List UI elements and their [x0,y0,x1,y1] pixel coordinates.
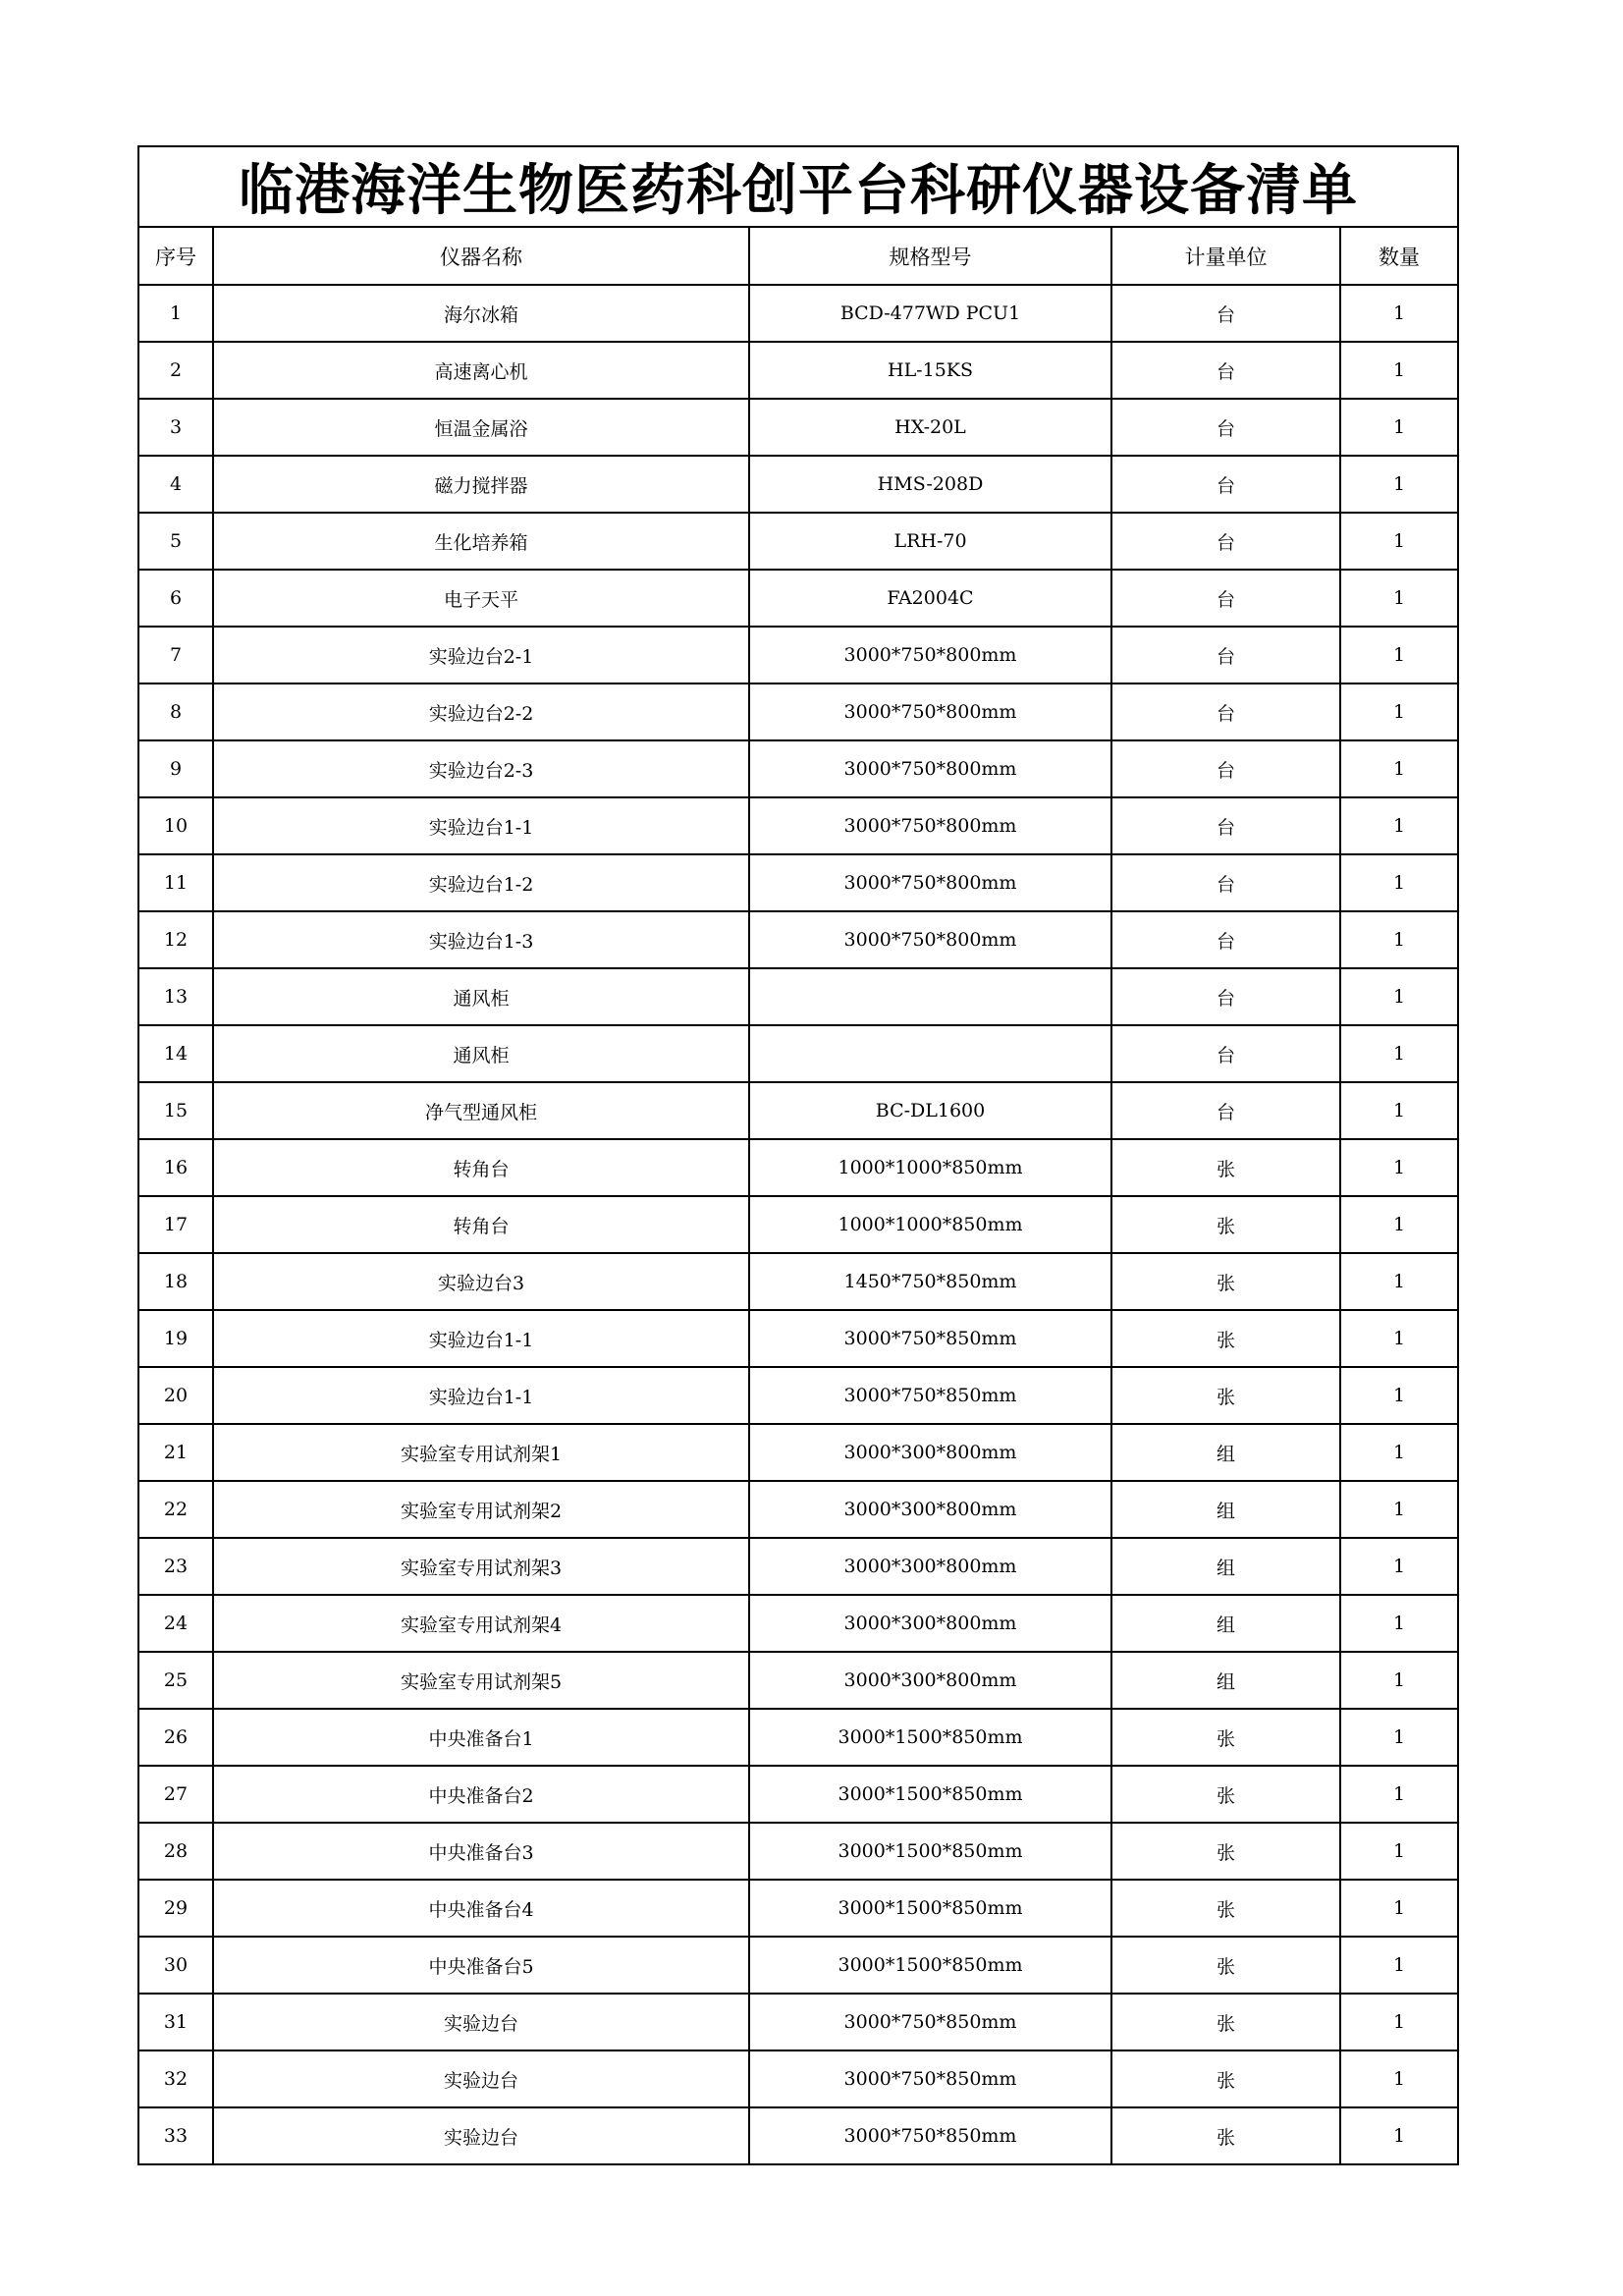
cell-name: 实验边台1-1 [213,797,749,854]
cell-no: 20 [138,1367,213,1424]
cell-unit: 张 [1111,2050,1340,2107]
table-row [138,456,1458,513]
cell-unit: 张 [1111,1823,1340,1880]
cell-name: 实验边台2-2 [213,683,749,740]
cell-name: 实验边台2-3 [213,740,749,797]
cell-name: 电子天平 [213,570,749,627]
cell-spec: 1450*750*850mm [749,1253,1111,1310]
cell-name: 实验边台1-2 [213,854,749,911]
cell-unit: 台 [1111,968,1340,1025]
cell-no: 14 [138,1025,213,1082]
cell-qty: 1 [1340,1082,1458,1139]
cell-no: 12 [138,911,213,968]
cell-unit: 张 [1111,1766,1340,1823]
cell-spec: HMS-208D [749,456,1111,513]
cell-unit: 张 [1111,1367,1340,1424]
cell-no: 1 [138,285,213,342]
cell-unit: 台 [1111,570,1340,627]
cell-qty: 1 [1340,1367,1458,1424]
cell-spec: 3000*1500*850mm [749,1823,1111,1880]
cell-name: 中央准备台3 [213,1823,749,1880]
table-row [138,1880,1458,1937]
table-row [138,2050,1458,2107]
cell-name: 净气型通风柜 [213,1082,749,1139]
cell-spec: 3000*1500*850mm [749,1880,1111,1937]
cell-unit: 组 [1111,1595,1340,1652]
cell-qty: 1 [1340,911,1458,968]
cell-qty: 1 [1340,968,1458,1025]
cell-name: 通风柜 [213,1025,749,1082]
cell-qty: 1 [1340,2107,1458,2164]
cell-qty: 1 [1340,740,1458,797]
cell-name: 实验室专用试剂架2 [213,1481,749,1538]
cell-spec: FA2004C [749,570,1111,627]
cell-name: 中央准备台1 [213,1709,749,1766]
table-row [138,627,1458,683]
table-row [138,1139,1458,1196]
cell-no: 28 [138,1823,213,1880]
table-row [138,1310,1458,1367]
cell-spec: 3000*750*850mm [749,1310,1111,1367]
cell-no: 2 [138,342,213,399]
cell-spec: 3000*300*800mm [749,1595,1111,1652]
cell-unit: 台 [1111,342,1340,399]
cell-spec: 3000*750*800mm [749,683,1111,740]
cell-spec: 3000*750*850mm [749,1367,1111,1424]
cell-no: 24 [138,1595,213,1652]
cell-name: 生化培养箱 [213,513,749,570]
table-row [138,1937,1458,1994]
cell-unit: 台 [1111,911,1340,968]
cell-unit: 台 [1111,399,1340,456]
cell-qty: 1 [1340,342,1458,399]
cell-name: 实验边台 [213,2107,749,2164]
table-row [138,1481,1458,1538]
table-row [138,854,1458,911]
cell-qty: 1 [1340,1937,1458,1994]
table-row [138,797,1458,854]
cell-qty: 1 [1340,285,1458,342]
cell-no: 16 [138,1139,213,1196]
cell-name: 实验室专用试剂架4 [213,1595,749,1652]
cell-no: 31 [138,1994,213,2050]
cell-unit: 台 [1111,797,1340,854]
cell-unit: 台 [1111,1025,1340,1082]
cell-name: 转角台 [213,1139,749,1196]
cell-qty: 1 [1340,854,1458,911]
cell-qty: 1 [1340,2050,1458,2107]
table-row [138,1766,1458,1823]
cell-unit: 张 [1111,1310,1340,1367]
cell-unit: 张 [1111,1253,1340,1310]
header-unit: 计量单位 [1111,227,1340,285]
cell-qty: 1 [1340,797,1458,854]
cell-spec: 1000*1000*850mm [749,1196,1111,1253]
cell-name: 中央准备台2 [213,1766,749,1823]
cell-name: 中央准备台4 [213,1880,749,1937]
cell-qty: 1 [1340,570,1458,627]
cell-qty: 1 [1340,1196,1458,1253]
cell-spec: 1000*1000*850mm [749,1139,1111,1196]
document-title: 临港海洋生物医药科创平台科研仪器设备清单 [138,146,1458,227]
cell-qty: 1 [1340,456,1458,513]
cell-name: 实验边台 [213,2050,749,2107]
cell-spec: 3000*750*800mm [749,627,1111,683]
table-row [138,740,1458,797]
cell-no: 27 [138,1766,213,1823]
cell-spec: 3000*1500*850mm [749,1766,1111,1823]
table-row [138,570,1458,627]
cell-unit: 台 [1111,456,1340,513]
cell-unit: 台 [1111,854,1340,911]
header-row [138,227,1458,285]
cell-name: 中央准备台5 [213,1937,749,1994]
equipment-list-sheet [137,145,1457,2165]
cell-name: 通风柜 [213,968,749,1025]
cell-unit: 组 [1111,1538,1340,1595]
cell-spec: 3000*750*850mm [749,1994,1111,2050]
cell-name: 实验边台2-1 [213,627,749,683]
cell-qty: 1 [1340,1652,1458,1709]
cell-unit: 组 [1111,1481,1340,1538]
cell-spec [749,1025,1111,1082]
cell-spec [749,968,1111,1025]
cell-unit: 张 [1111,2107,1340,2164]
cell-qty: 1 [1340,683,1458,740]
cell-spec: LRH-70 [749,513,1111,570]
cell-unit: 张 [1111,1937,1340,1994]
cell-unit: 台 [1111,513,1340,570]
cell-no: 29 [138,1880,213,1937]
cell-no: 13 [138,968,213,1025]
table-row [138,911,1458,968]
cell-qty: 1 [1340,1253,1458,1310]
cell-spec: 3000*300*800mm [749,1424,1111,1481]
cell-qty: 1 [1340,399,1458,456]
cell-no: 8 [138,683,213,740]
cell-spec: 3000*750*850mm [749,2050,1111,2107]
cell-unit: 台 [1111,627,1340,683]
table-row [138,1367,1458,1424]
cell-no: 5 [138,513,213,570]
table-row [138,1253,1458,1310]
cell-no: 7 [138,627,213,683]
cell-name: 实验室专用试剂架3 [213,1538,749,1595]
cell-qty: 1 [1340,1709,1458,1766]
cell-name: 实验边台1-1 [213,1367,749,1424]
cell-qty: 1 [1340,1025,1458,1082]
cell-name: 实验边台 [213,1994,749,2050]
table-row [138,513,1458,570]
cell-spec: 3000*750*800mm [749,911,1111,968]
cell-no: 25 [138,1652,213,1709]
cell-unit: 张 [1111,1709,1340,1766]
cell-no: 26 [138,1709,213,1766]
cell-spec: 3000*750*850mm [749,2107,1111,2164]
header-spec: 规格型号 [749,227,1111,285]
cell-qty: 1 [1340,1880,1458,1937]
cell-unit: 台 [1111,1082,1340,1139]
cell-name: 实验室专用试剂架1 [213,1424,749,1481]
table-row [138,1823,1458,1880]
cell-unit: 台 [1111,683,1340,740]
cell-spec: 3000*750*800mm [749,740,1111,797]
cell-unit: 台 [1111,740,1340,797]
table-row [138,1652,1458,1709]
cell-no: 9 [138,740,213,797]
cell-no: 17 [138,1196,213,1253]
table-row [138,1196,1458,1253]
cell-qty: 1 [1340,1481,1458,1538]
cell-no: 22 [138,1481,213,1538]
cell-qty: 1 [1340,1766,1458,1823]
cell-unit: 张 [1111,1139,1340,1196]
table-row [138,1595,1458,1652]
cell-name: 磁力搅拌器 [213,456,749,513]
cell-name: 转角台 [213,1196,749,1253]
cell-unit: 组 [1111,1652,1340,1709]
cell-no: 4 [138,456,213,513]
cell-no: 18 [138,1253,213,1310]
table-row [138,285,1458,342]
cell-spec: 3000*300*800mm [749,1538,1111,1595]
cell-unit: 张 [1111,1880,1340,1937]
cell-qty: 1 [1340,1310,1458,1367]
cell-spec: 3000*300*800mm [749,1652,1111,1709]
table-row [138,399,1458,456]
cell-qty: 1 [1340,513,1458,570]
cell-qty: 1 [1340,1823,1458,1880]
cell-qty: 1 [1340,1538,1458,1595]
cell-name: 实验室专用试剂架5 [213,1652,749,1709]
cell-spec: BC-DL1600 [749,1082,1111,1139]
cell-no: 33 [138,2107,213,2164]
cell-qty: 1 [1340,1595,1458,1652]
cell-name: 实验边台1-1 [213,1310,749,1367]
cell-no: 21 [138,1424,213,1481]
cell-no: 10 [138,797,213,854]
cell-unit: 张 [1111,1196,1340,1253]
cell-spec: BCD-477WD PCU1 [749,285,1111,342]
cell-name: 实验边台1-3 [213,911,749,968]
table-row [138,1424,1458,1481]
table-row [138,1994,1458,2050]
cell-name: 恒温金属浴 [213,399,749,456]
cell-qty: 1 [1340,1994,1458,2050]
cell-spec: 3000*1500*850mm [749,1709,1111,1766]
cell-unit: 组 [1111,1424,1340,1481]
cell-no: 3 [138,399,213,456]
cell-unit: 台 [1111,285,1340,342]
equipment-table [137,145,1459,2165]
cell-qty: 1 [1340,1424,1458,1481]
header-no: 序号 [138,227,213,285]
cell-name: 实验边台3 [213,1253,749,1310]
cell-qty: 1 [1340,627,1458,683]
cell-spec: 3000*300*800mm [749,1481,1111,1538]
header-name: 仪器名称 [213,227,749,285]
table-row [138,683,1458,740]
cell-name: 海尔冰箱 [213,285,749,342]
header-qty: 数量 [1340,227,1458,285]
table-body [138,285,1458,2164]
cell-name: 高速离心机 [213,342,749,399]
table-row [138,1709,1458,1766]
cell-spec: 3000*750*800mm [749,797,1111,854]
table-row [138,1082,1458,1139]
cell-spec: 3000*1500*850mm [749,1937,1111,1994]
table-row [138,1025,1458,1082]
cell-no: 15 [138,1082,213,1139]
cell-spec: HL-15KS [749,342,1111,399]
cell-unit: 张 [1111,1994,1340,2050]
cell-no: 6 [138,570,213,627]
cell-no: 30 [138,1937,213,1994]
cell-qty: 1 [1340,1139,1458,1196]
cell-no: 11 [138,854,213,911]
cell-no: 19 [138,1310,213,1367]
table-row [138,2107,1458,2164]
cell-spec: 3000*750*800mm [749,854,1111,911]
table-row [138,968,1458,1025]
cell-spec: HX-20L [749,399,1111,456]
cell-no: 23 [138,1538,213,1595]
table-row [138,342,1458,399]
table-row [138,1538,1458,1595]
title-row [138,146,1458,227]
cell-no: 32 [138,2050,213,2107]
